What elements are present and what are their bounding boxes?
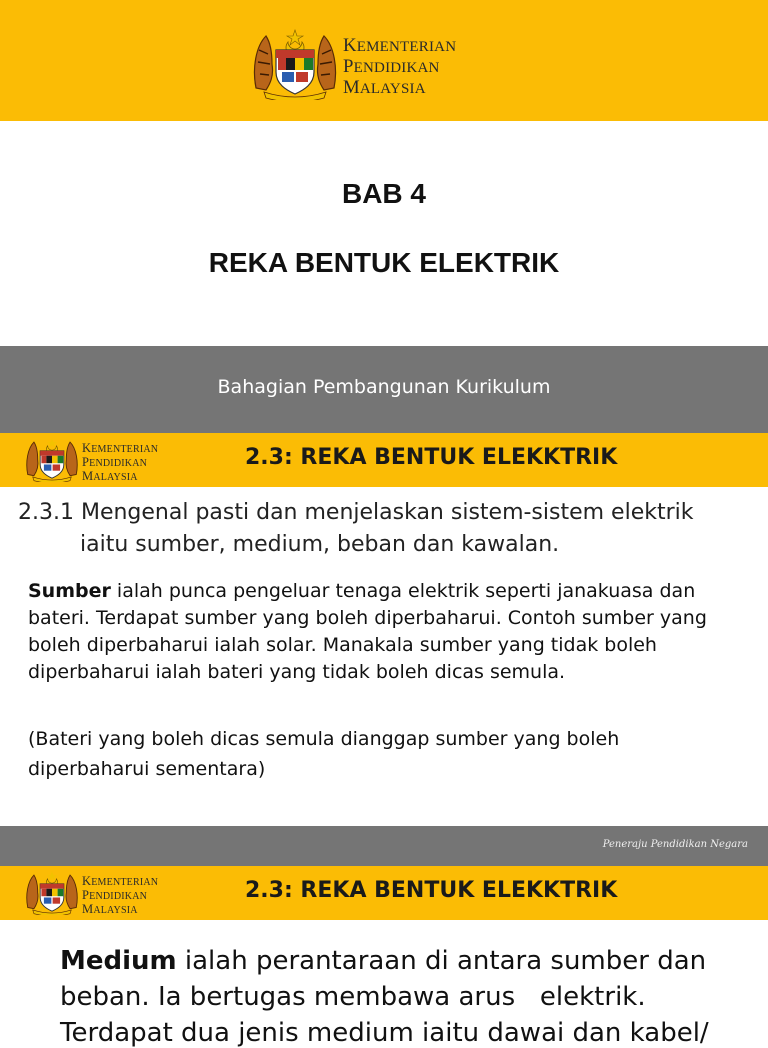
coat-of-arms-icon [24,437,80,482]
ministry-line-2: PENDIDIKAN [82,455,148,470]
slide3-header-title: 2.3: REKA BENTUK ELEKKTRIK [245,878,618,903]
ministry-name [82,441,158,484]
sumber-paragraph [28,578,728,686]
ministry-line-1: KEMENTERIAN [82,441,159,455]
slide2-header-title: 2.3: REKA BENTUK ELEKKTRIK [245,445,618,470]
slide1-footer-text: Bahagian Pembangunan Kurikulum [217,376,551,398]
ministry-line-1: KEMENTERIAN [82,874,159,888]
rechargeable-note: (Bateri yang boleh dicas semula dianggap sumber yang boleh diperbaharui sementara) [28,728,620,780]
ministry-line-3: MALAYSIA [82,469,138,484]
sumber-term: Sumber [28,580,111,602]
slide1-subtitle: REKA BENTUK ELEKTRIK [208,247,560,278]
ministry-line-3: MALAYSIA [343,77,426,98]
medium-line2: beban. Ia bertugas membawa arus elektrik. [60,982,646,1012]
medium-line1-text: ialah perantaraan di antara sumber dan [176,946,707,976]
ministry-line-2: PENDIDIKAN [82,888,148,903]
ministry-line-1: KEMENTERIAN [343,35,457,56]
ministry-line-3: MALAYSIA [82,902,138,917]
learning-standard-line2: iaitu sumber, medium, beban dan kawalan. [80,532,560,557]
ministry-name [82,874,158,917]
medium-line3: Terdapat dua jenis medium iaitu dawai dan kabel/ [60,1018,709,1048]
coat-of-arms-icon [250,28,340,100]
medium-line1 [60,946,706,976]
learning-standard-line1: 2.3.1 Mengenal pasti dan menjelaskan sistem-sistem elektrik [18,500,694,525]
footer-script-text: Peneraju Pendidikan Negara [602,839,748,850]
ministry-name [343,35,456,98]
sumber-text: ialah punca pengeluar tenaga elektrik seperti janakuasa dan bateri. Terdapat sumber yang boleh diperbaharui. Contoh sumber yang boleh diperbaharui ialah solar. Manakala sumber yang tidak boleh diperbaharui ialah bateri yang tidak boleh dicas semula. [28,580,707,683]
coat-of-arms-icon [24,870,80,915]
ministry-line-2: PENDIDIKAN [343,56,440,77]
slide1-title: BAB 4 [341,178,426,209]
medium-term: Medium [60,946,177,976]
